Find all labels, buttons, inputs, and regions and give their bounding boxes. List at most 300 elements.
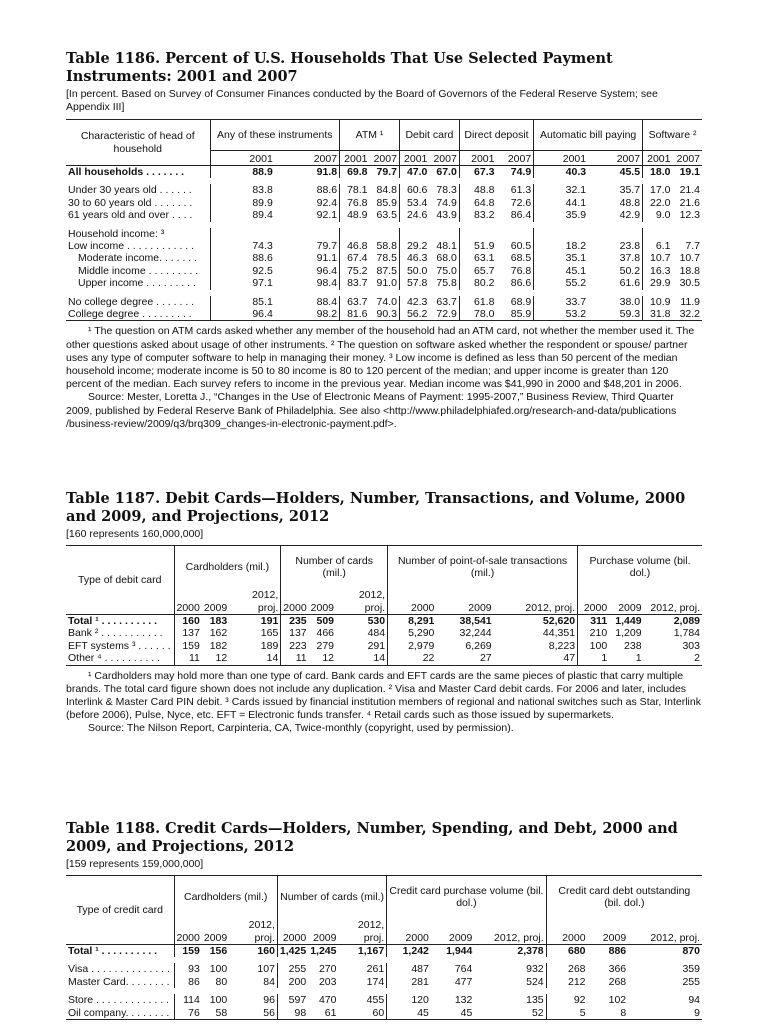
year-header: 2000 xyxy=(387,918,431,945)
row-label: Bank ² . . . . . . . . . . . xyxy=(68,627,163,640)
empty-cell xyxy=(340,228,370,240)
data-cell: 100 xyxy=(578,640,610,652)
data-cell: 18.2 xyxy=(534,240,588,252)
data-cell: 100 xyxy=(209,963,228,976)
data-cell: 86.6 xyxy=(510,277,532,290)
year-header: 2009 xyxy=(202,918,229,945)
table-row xyxy=(66,265,702,277)
year-header: 2000 xyxy=(388,588,437,615)
year-header: 2012, proj. xyxy=(628,918,702,945)
data-cell: 46.3 xyxy=(399,252,429,264)
data-cell: 67.4 xyxy=(340,252,370,264)
table-1186-source: Source: Mester, Loretta J., “Changes in the Use of Electronic Means of Payment: 1995-2007,” Business Review, Third Quarter 2009, published by Federal Reserve Bank of Philadelphia. See also <http://www.philadelphiafed.org/research-and-data/publications /business-review/2009/q3/brq309_changes-in-electronic-payment.pdf>. xyxy=(66,391,677,430)
table-row xyxy=(66,228,702,240)
group-header: Number of point-of-sale transactions (mil.) xyxy=(388,546,578,589)
data-cell: 92.1 xyxy=(316,209,338,222)
data-cell: 14 xyxy=(336,652,388,665)
year-header: 2009 xyxy=(588,918,629,945)
data-cell: 160 xyxy=(174,615,202,628)
data-cell: 200 xyxy=(277,976,308,988)
year-header: 2012, proj. xyxy=(474,918,546,945)
table-1186-section xyxy=(66,50,702,431)
data-cell: 76.8 xyxy=(340,197,370,209)
data-cell: 91.0 xyxy=(376,277,397,290)
data-cell: 91.8 xyxy=(316,166,338,178)
data-cell: 18.8 xyxy=(679,264,700,277)
row-label: Master Card. . . . . . . . xyxy=(68,975,170,988)
data-cell: 93 xyxy=(174,963,202,975)
data-cell: 43.9 xyxy=(436,209,457,222)
data-cell: 6.1 xyxy=(643,240,673,252)
table-1187-footnotes: ¹ Cardholders may hold more than one type of card. Bank cards and EFT cards are the same pieces of plastic that carry multiple brands. The total card figure shown does not include any duplication. ² Visa and Master Card debit cards. For 2006 and later, includes Interlink & Master Card PIN debit. ³ Cards issued by financial institution members of regional and national switches such as Star, Interlink (before 2006), Pulse, Nyce, etc. EFT = Electronic funds transfer. ⁴ Retail cards such as those issued by supermarkets. xyxy=(66,669,701,722)
data-cell: 120 xyxy=(387,994,431,1006)
year-header: 2009 xyxy=(431,918,474,945)
data-cell: 24.6 xyxy=(399,209,429,221)
data-cell: 56 xyxy=(229,1007,277,1020)
data-cell: 98.4 xyxy=(316,277,338,290)
year-header: 2007 xyxy=(672,151,702,166)
stub-header: Characteristic of head of household xyxy=(66,120,210,166)
data-cell: 1,425 xyxy=(277,945,308,958)
data-cell: 470 xyxy=(318,994,337,1007)
group-header: Software ² xyxy=(643,120,702,151)
data-cell: 91.1 xyxy=(316,252,338,265)
stub-header: Type of credit card xyxy=(66,876,174,945)
data-cell: 33.7 xyxy=(534,296,588,308)
data-cell: 165 xyxy=(260,627,279,640)
data-cell: 63.7 xyxy=(340,296,370,308)
table-1188-title: Table 1188. Credit Cards—Holders, Number, Spending, and Debt, 2000 and 2009, and Projections, 2012 xyxy=(66,820,678,855)
data-cell: 160 xyxy=(257,945,275,957)
data-cell: 88.9 xyxy=(210,166,275,179)
data-cell: 5,290 xyxy=(388,627,437,639)
data-cell: 114 xyxy=(174,994,202,1006)
table-1186 xyxy=(66,119,702,321)
data-cell: 524 xyxy=(526,975,544,988)
stub-header: Type of debit card xyxy=(66,546,174,615)
data-cell: 78.3 xyxy=(436,184,457,197)
data-cell: 191 xyxy=(260,615,279,627)
data-cell: 94 xyxy=(688,994,700,1007)
row-label: Household income: ³ xyxy=(68,227,165,240)
row-label: College degree . . . . . . . . . xyxy=(66,308,210,321)
data-cell: 281 xyxy=(387,976,431,988)
data-cell: 40.3 xyxy=(534,166,588,179)
group-header: Debit card xyxy=(399,120,459,151)
data-cell: 84.8 xyxy=(376,184,397,197)
data-cell: 31.8 xyxy=(643,308,673,321)
data-cell: 238 xyxy=(624,639,642,652)
data-cell: 159 xyxy=(174,640,202,652)
table-row xyxy=(66,166,702,179)
year-header: 2000 xyxy=(277,918,308,945)
data-cell: 83.2 xyxy=(459,209,496,221)
year-header: 2001 xyxy=(399,151,429,166)
data-cell: 48.9 xyxy=(340,209,370,221)
data-cell: 12 xyxy=(309,652,336,665)
data-cell: 53.2 xyxy=(534,308,588,321)
table-row xyxy=(66,615,702,628)
data-cell: 279 xyxy=(316,639,335,652)
data-cell: 83.8 xyxy=(210,184,275,196)
data-cell: 870 xyxy=(682,945,700,957)
data-cell: 74.9 xyxy=(436,196,457,209)
data-cell: 57.8 xyxy=(399,277,429,289)
table-row xyxy=(66,240,702,252)
data-cell: 58.8 xyxy=(376,240,397,253)
table-1188-section xyxy=(66,820,702,1020)
data-cell: 69.8 xyxy=(340,166,370,179)
row-label: Upper income . . . . . . . . . xyxy=(78,277,196,290)
data-cell: 132 xyxy=(454,994,473,1007)
data-cell: 98.2 xyxy=(275,308,340,321)
data-cell: 11.9 xyxy=(680,295,700,308)
data-cell: 92.5 xyxy=(210,265,275,277)
header-row xyxy=(66,876,702,919)
data-cell: 5 xyxy=(546,1007,587,1020)
data-cell: 210 xyxy=(578,627,610,639)
empty-cell xyxy=(643,228,673,240)
data-cell: 291 xyxy=(367,639,386,652)
data-cell: 79.7 xyxy=(376,166,397,178)
year-header: 2007 xyxy=(588,151,642,166)
data-cell: 59.3 xyxy=(588,308,642,321)
year-header: 2009 xyxy=(609,588,643,615)
data-cell: 27 xyxy=(436,652,493,665)
row-label: Total ¹ . . . . . . . . . . xyxy=(68,615,158,627)
year-header: 2012, proj. xyxy=(494,588,578,615)
group-header: Automatic bill paying xyxy=(534,120,643,151)
data-cell: 46.8 xyxy=(340,240,370,252)
empty-cell xyxy=(672,228,702,240)
data-cell: 92 xyxy=(546,994,587,1006)
row-label: Moderate income. . . . . . . xyxy=(78,252,198,265)
data-cell: 2 xyxy=(644,652,702,665)
data-cell: 7.7 xyxy=(685,240,700,253)
data-cell: 21.6 xyxy=(679,196,700,209)
data-cell: 60 xyxy=(338,1007,386,1020)
table-row xyxy=(66,296,702,308)
year-header: 2012, proj. xyxy=(229,918,277,945)
data-cell: 47 xyxy=(494,652,578,665)
data-cell: 10.9 xyxy=(643,296,673,308)
table-row xyxy=(66,976,702,988)
data-cell: 932 xyxy=(526,963,544,976)
data-cell: 88.6 xyxy=(316,184,338,197)
row-label: Visa . . . . . . . . . . . . . . xyxy=(68,963,170,976)
table-1188-headnote: [159 represents 159,000,000] xyxy=(66,858,204,870)
data-cell: 21.4 xyxy=(679,184,700,197)
table-row xyxy=(66,1007,702,1020)
year-header: 2012, proj. xyxy=(644,588,702,615)
data-cell: 268 xyxy=(546,963,587,975)
year-header: 2000 xyxy=(281,588,309,615)
data-cell: 67.0 xyxy=(436,166,457,178)
group-header: Cardholders (mil.) xyxy=(174,876,277,919)
data-cell: 509 xyxy=(316,615,335,627)
data-cell: 72.6 xyxy=(510,196,532,209)
year-header: 2001 xyxy=(210,151,275,166)
data-cell: 183 xyxy=(209,615,228,627)
group-header: Purchase volume (bil. dol.) xyxy=(578,546,702,589)
data-cell: 75.0 xyxy=(436,264,457,277)
data-cell: 42.9 xyxy=(619,209,641,222)
year-header: 2000 xyxy=(174,588,202,615)
year-header: 2009 xyxy=(436,588,493,615)
empty-cell xyxy=(370,228,400,240)
data-cell: 235 xyxy=(281,615,309,628)
data-cell: 63.1 xyxy=(459,252,496,264)
table-row xyxy=(66,945,702,958)
data-cell: 366 xyxy=(608,963,627,976)
data-cell: 80.2 xyxy=(459,277,496,289)
data-cell: 87.5 xyxy=(376,264,397,277)
data-cell: 72.9 xyxy=(429,308,459,321)
data-cell: 74.3 xyxy=(210,240,275,252)
data-cell: 22 xyxy=(388,652,437,665)
group-header: Number of cards (mil.) xyxy=(277,876,386,919)
row-label: All households . . . . . . . xyxy=(68,166,185,178)
data-cell: 212 xyxy=(546,976,587,988)
data-cell: 359 xyxy=(682,963,700,976)
year-header: 2007 xyxy=(496,151,533,166)
data-cell: 19.1 xyxy=(679,166,700,178)
table-1186-footnotes: ¹ The question on ATM cards asked whether any member of the household had an ATM card, not whether the member used it. The other questions asked about usage of other instruments. ² The question on software asked whether the respondent or spouse/ partner uses any type of computer software to help in managing their money. ³ Low income is defined as less than 50 percent of the median household income; moderate income is 50 to 80 income is 80 to 120 percent of the median; and upper income is greater than 120 percent of the median. Each survey refers to income in the previous year. Median income was $41,990 in 2000 and $48,201 in 2006. xyxy=(66,325,695,391)
data-cell: 8,291 xyxy=(388,615,437,628)
data-cell: 22.0 xyxy=(643,197,673,209)
data-cell: 79.7 xyxy=(316,240,338,253)
data-cell: 58 xyxy=(202,1007,229,1020)
empty-cell xyxy=(534,228,588,240)
year-header: 2007 xyxy=(275,151,340,166)
data-cell: 35.1 xyxy=(534,252,588,264)
data-cell: 255 xyxy=(277,963,308,975)
header-row xyxy=(66,120,702,151)
data-cell: 14 xyxy=(229,652,281,665)
data-cell: 530 xyxy=(367,615,386,627)
empty-cell xyxy=(496,228,533,240)
data-cell: 52,620 xyxy=(542,615,576,627)
row-label: EFT systems ³ . . . . . . xyxy=(68,639,171,652)
data-cell: 1,209 xyxy=(615,627,642,640)
data-cell: 60.5 xyxy=(510,240,532,253)
year-header: 2009 xyxy=(202,588,229,615)
group-header: Direct deposit xyxy=(459,120,533,151)
data-cell: 2,378 xyxy=(517,945,544,957)
table-1187-source: Source: The Nilson Report, Carpinteria, CA, Twice-monthly (copyright, used by permission). xyxy=(88,722,514,735)
data-cell: 61.6 xyxy=(619,277,641,290)
group-header: Number of cards (mil.) xyxy=(281,546,388,589)
year-header: 2012, proj. xyxy=(229,588,281,615)
data-cell: 466 xyxy=(316,627,335,640)
row-label: Low income . . . . . . . . . . . . xyxy=(68,240,195,253)
data-cell: 61 xyxy=(308,1007,338,1020)
data-cell: 74.0 xyxy=(376,295,397,308)
data-cell: 189 xyxy=(260,639,279,652)
empty-cell xyxy=(210,228,275,240)
data-cell: 156 xyxy=(209,945,228,957)
data-cell: 35.9 xyxy=(534,209,588,221)
row-label: 30 to 60 years old . . . . . . . xyxy=(68,196,193,209)
year-header: 2001 xyxy=(643,151,673,166)
empty-cell xyxy=(399,228,429,240)
year-header: 2000 xyxy=(546,918,587,945)
data-cell: 61.8 xyxy=(459,296,496,308)
data-cell: 182 xyxy=(209,639,228,652)
data-cell: 680 xyxy=(546,945,587,958)
data-cell: 6,269 xyxy=(465,639,492,652)
data-cell: 56.2 xyxy=(399,308,429,321)
data-cell: 12.3 xyxy=(679,209,700,222)
data-cell: 23.8 xyxy=(619,240,641,253)
data-cell: 162 xyxy=(209,627,228,640)
data-cell: 1,944 xyxy=(446,945,473,957)
year-header: 2007 xyxy=(370,151,400,166)
data-cell: 303 xyxy=(682,639,700,652)
empty-cell xyxy=(429,228,459,240)
row-label: Store . . . . . . . . . . . . . xyxy=(68,994,169,1007)
data-cell: 32.1 xyxy=(534,184,588,196)
data-cell: 484 xyxy=(367,627,386,640)
data-cell: 88.4 xyxy=(316,295,338,308)
table-1188 xyxy=(66,875,702,1020)
data-cell: 63.7 xyxy=(436,295,457,308)
data-cell: 68.9 xyxy=(510,295,532,308)
data-cell: 45 xyxy=(431,1007,474,1020)
data-cell: 1 xyxy=(578,652,610,665)
data-cell: 60.6 xyxy=(399,184,429,196)
data-cell: 44.1 xyxy=(534,197,588,209)
data-cell: 2,979 xyxy=(388,640,437,652)
data-cell: 107 xyxy=(257,963,275,976)
data-cell: 90.3 xyxy=(370,308,400,321)
data-cell: 1,449 xyxy=(615,615,642,627)
data-cell: 159 xyxy=(174,945,202,958)
year-header: 2001 xyxy=(340,151,370,166)
table-row xyxy=(66,197,702,209)
data-cell: 83.7 xyxy=(340,277,370,289)
table-row xyxy=(66,627,702,639)
data-cell: 11 xyxy=(281,652,309,665)
year-header: 2001 xyxy=(534,151,588,166)
empty-cell xyxy=(275,228,340,240)
data-cell: 487 xyxy=(387,963,431,975)
data-cell: 48.8 xyxy=(619,196,641,209)
row-label: 61 years old and over . . . . xyxy=(68,209,193,222)
data-cell: 88.6 xyxy=(210,252,275,264)
row-label: Other ⁴ . . . . . . . . . . xyxy=(66,652,174,665)
table-1187-title: Table 1187. Debit Cards—Holders, Number, Transactions, and Volume, 2000 and 2009, and Projections, 2012 xyxy=(66,490,686,525)
data-cell: 268 xyxy=(608,975,627,988)
year-header: 2001 xyxy=(459,151,496,166)
data-cell: 1,242 xyxy=(387,945,431,958)
data-cell: 67.3 xyxy=(459,166,496,179)
data-cell: 32,244 xyxy=(459,627,492,640)
data-cell: 85.9 xyxy=(376,196,397,209)
data-cell: 96.4 xyxy=(210,308,275,321)
data-cell: 75.8 xyxy=(436,277,457,290)
data-cell: 261 xyxy=(366,963,385,976)
data-cell: 76 xyxy=(174,1007,202,1020)
data-cell: 455 xyxy=(366,994,385,1007)
data-cell: 86.4 xyxy=(510,209,532,222)
data-cell: 37.8 xyxy=(619,252,641,265)
data-cell: 10.7 xyxy=(679,252,700,265)
data-cell: 52 xyxy=(474,1007,546,1020)
table-1187 xyxy=(66,545,702,666)
data-cell: 55.2 xyxy=(534,277,588,289)
year-header: 2009 xyxy=(308,918,338,945)
data-cell: 38.0 xyxy=(619,295,641,308)
data-cell: 35.7 xyxy=(619,184,641,197)
data-cell: 8,223 xyxy=(548,639,576,652)
data-cell: 92.4 xyxy=(316,196,338,209)
data-cell: 11 xyxy=(174,652,202,665)
table-row xyxy=(66,209,702,221)
year-header: 2000 xyxy=(578,588,610,615)
data-cell: 174 xyxy=(366,975,385,988)
data-cell: 1,167 xyxy=(357,945,385,957)
data-cell: 48.1 xyxy=(436,240,457,253)
row-label: Total ¹ . . . . . . . . . . xyxy=(68,945,158,957)
table-row xyxy=(66,994,702,1006)
data-cell: 8 xyxy=(588,1007,629,1020)
data-cell: 45 xyxy=(387,1007,431,1020)
table-1186-headnote: [In percent. Based on Survey of Consumer Finances conducted by the Board of Governors of the Federal Reserve System; see Appendix III] xyxy=(66,88,658,113)
table-1187-section xyxy=(66,490,702,736)
data-cell: 78.5 xyxy=(376,252,397,265)
table-row xyxy=(66,308,702,321)
data-cell: 38,541 xyxy=(459,615,492,627)
data-cell: 86 xyxy=(174,976,202,988)
data-cell: 80 xyxy=(215,975,228,988)
data-cell: 17.0 xyxy=(643,184,673,196)
data-cell: 75.2 xyxy=(340,265,370,277)
data-cell: 29.9 xyxy=(643,277,673,289)
data-cell: 50.0 xyxy=(399,265,429,277)
group-header: ATM ¹ xyxy=(340,120,400,151)
data-cell: 137 xyxy=(281,627,309,639)
data-cell: 255 xyxy=(682,975,700,988)
table-1186-notes xyxy=(66,325,702,431)
row-label: No college degree . . . . . . . xyxy=(68,295,195,308)
data-cell: 1 xyxy=(609,652,643,665)
data-cell: 47.0 xyxy=(399,166,429,179)
row-label: Under 30 years old . . . . . . xyxy=(68,184,192,197)
data-cell: 100 xyxy=(209,994,228,1007)
data-cell: 32.2 xyxy=(672,308,702,321)
data-cell: 223 xyxy=(281,640,309,652)
group-header: Credit card debt outstanding (bil. dol.) xyxy=(546,876,702,919)
data-cell: 203 xyxy=(318,975,337,988)
group-header: Cardholders (mil.) xyxy=(174,546,281,589)
year-header: 2009 xyxy=(309,588,336,615)
data-cell: 78.1 xyxy=(340,184,370,196)
data-cell: 97.1 xyxy=(210,277,275,289)
year-header: 2012, proj. xyxy=(338,918,386,945)
year-header: 2012, proj. xyxy=(336,588,388,615)
row-label: Oil company. . . . . . . . xyxy=(66,1007,174,1020)
data-cell: 135 xyxy=(526,994,544,1007)
row-label: Middle income . . . . . . . . . xyxy=(78,264,199,277)
empty-cell xyxy=(459,228,496,240)
data-cell: 597 xyxy=(277,994,308,1006)
data-cell: 50.2 xyxy=(619,264,641,277)
data-cell: 48.8 xyxy=(459,184,496,196)
data-cell: 12 xyxy=(202,652,229,665)
table-row xyxy=(66,640,702,652)
data-cell: 85.9 xyxy=(496,308,533,321)
